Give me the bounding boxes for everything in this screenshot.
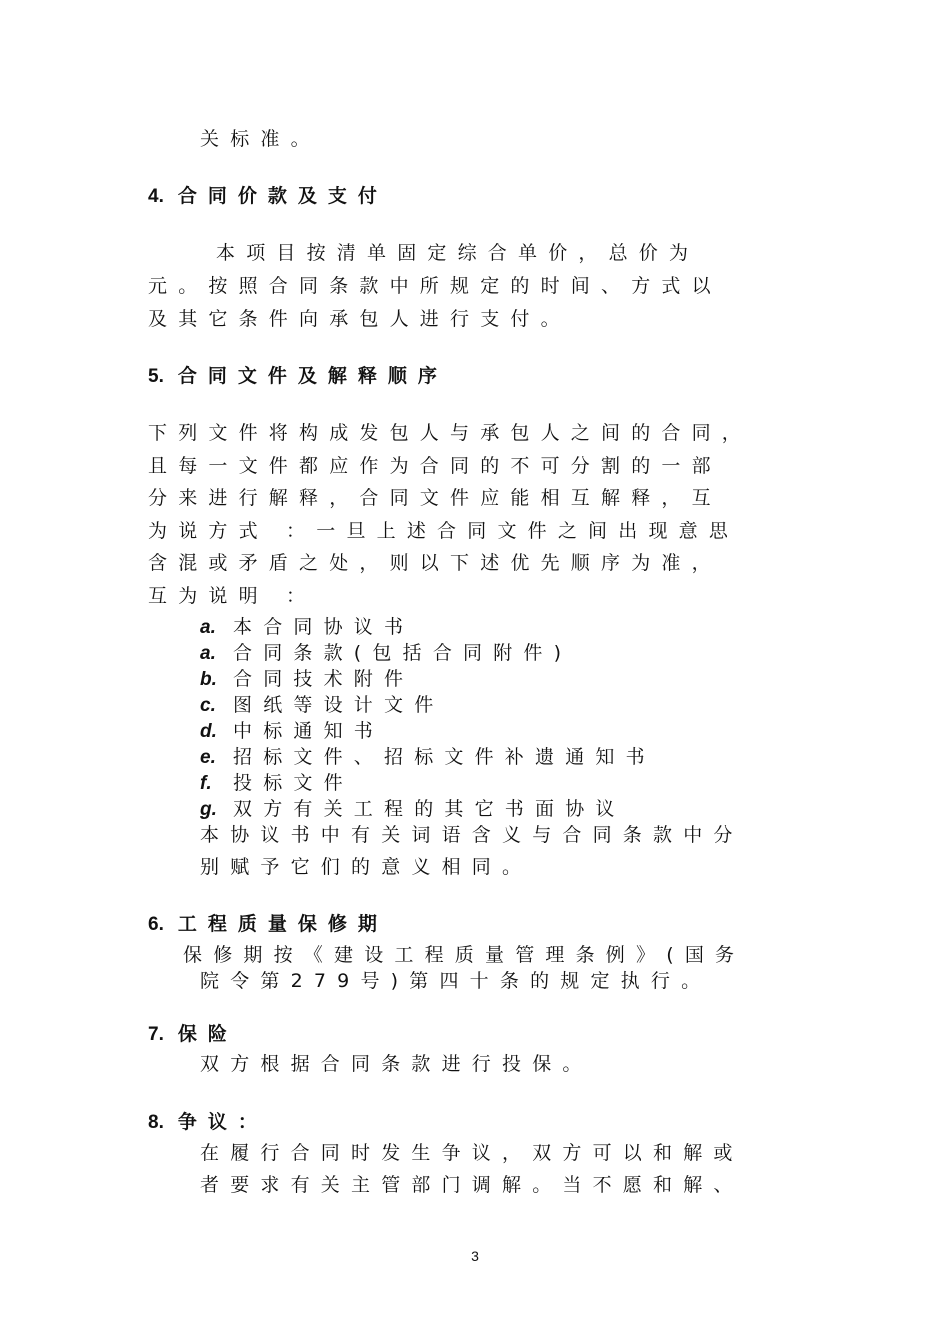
section-7-heading: [148, 1022, 238, 1047]
list-item: [200, 693, 444, 718]
section-8-line-1: 在履行合同时发生争议，双方可以和解或: [200, 1142, 744, 1164]
section-5-line-3: 分来进行解释，合同文件应能相互解释，互: [148, 487, 722, 509]
section-5-closing-2: 别赋予它们的意义相同。: [200, 856, 533, 878]
section-4-heading: [148, 184, 388, 209]
section-5-line-2: 且每一文件都应作为合同的不可分割的一部: [148, 455, 722, 477]
section-title: 保险: [177, 1023, 238, 1045]
list-item: [200, 641, 572, 666]
list-item: [200, 745, 656, 770]
page-number: 3: [471, 1248, 479, 1264]
section-4-line-3: 及其它条件向承包人进行支付。: [148, 308, 571, 330]
section-5-heading: [148, 364, 448, 389]
list-item: [200, 667, 414, 692]
list-item-text: 投标文件: [233, 772, 354, 794]
list-marker: d.: [200, 721, 217, 742]
section-number: 5.: [148, 366, 164, 387]
section-title: 工程质量保修期: [177, 913, 388, 935]
section-7-line-1: 双方根据合同条款进行投保。: [200, 1053, 593, 1075]
list-marker: a.: [200, 643, 216, 664]
list-marker: f.: [200, 773, 212, 794]
section-6-line-1: 保修期按《建设工程质量管理条例》(国务: [183, 944, 746, 966]
list-item-text: 合同条款(包括合同附件): [233, 642, 573, 664]
section-5-closing-1: 本协议书中有关词语含义与合同条款中分: [200, 824, 744, 846]
section-5-line-6: 互为说明 ：: [148, 585, 317, 607]
section-8-heading: [148, 1110, 268, 1135]
list-item-text: 中标通知书: [233, 720, 385, 742]
section-title: 争议：: [177, 1111, 268, 1133]
section-title: 合同价款及支付: [177, 185, 388, 207]
section-8-line-2: 者要求有关主管部门调解。当不愿和解、: [200, 1174, 744, 1196]
section-number: 8.: [148, 1112, 164, 1133]
list-item-text: 合同技术附件: [233, 668, 415, 690]
list-item: [200, 719, 384, 744]
section-4-line-2: 元。按照合同条款中所规定的时间、方式以: [148, 275, 722, 297]
section-4-line-1: 本项目按清单固定综合单价，总价为: [216, 242, 700, 264]
list-item: [200, 771, 354, 796]
list-marker: e.: [200, 747, 216, 768]
list-marker: c.: [200, 695, 216, 716]
section-6-heading: [148, 912, 388, 937]
list-item: [200, 797, 626, 822]
list-item: [200, 615, 414, 640]
section-title: 合同文件及解释顺序: [177, 365, 448, 387]
list-item-text: 双方有关工程的其它书面协议: [233, 798, 626, 820]
section-5-line-4: 为说方式 ：一旦上述合同文件之间出现意思: [148, 520, 740, 542]
list-marker: a.: [200, 617, 216, 638]
list-marker: g.: [200, 799, 217, 820]
section-6-line-2: 院令第279号)第四十条的规定执行。: [200, 970, 712, 992]
intro-tail-line: 关标准。: [200, 128, 321, 150]
section-5-line-5: 含混或矛盾之处，则以下述优先顺序为准，: [148, 552, 722, 574]
section-5-line-1: 下列文件将构成发包人与承包人之间的合同，: [148, 422, 753, 444]
list-item-text: 招标文件、招标文件补遗通知书: [233, 746, 656, 768]
list-marker: b.: [200, 669, 217, 690]
section-number: 6.: [148, 914, 164, 935]
section-number: 7.: [148, 1024, 164, 1045]
list-item-text: 本合同协议书: [233, 616, 415, 638]
list-item-text: 图纸等设计文件: [233, 694, 445, 716]
section-number: 4.: [148, 186, 164, 207]
